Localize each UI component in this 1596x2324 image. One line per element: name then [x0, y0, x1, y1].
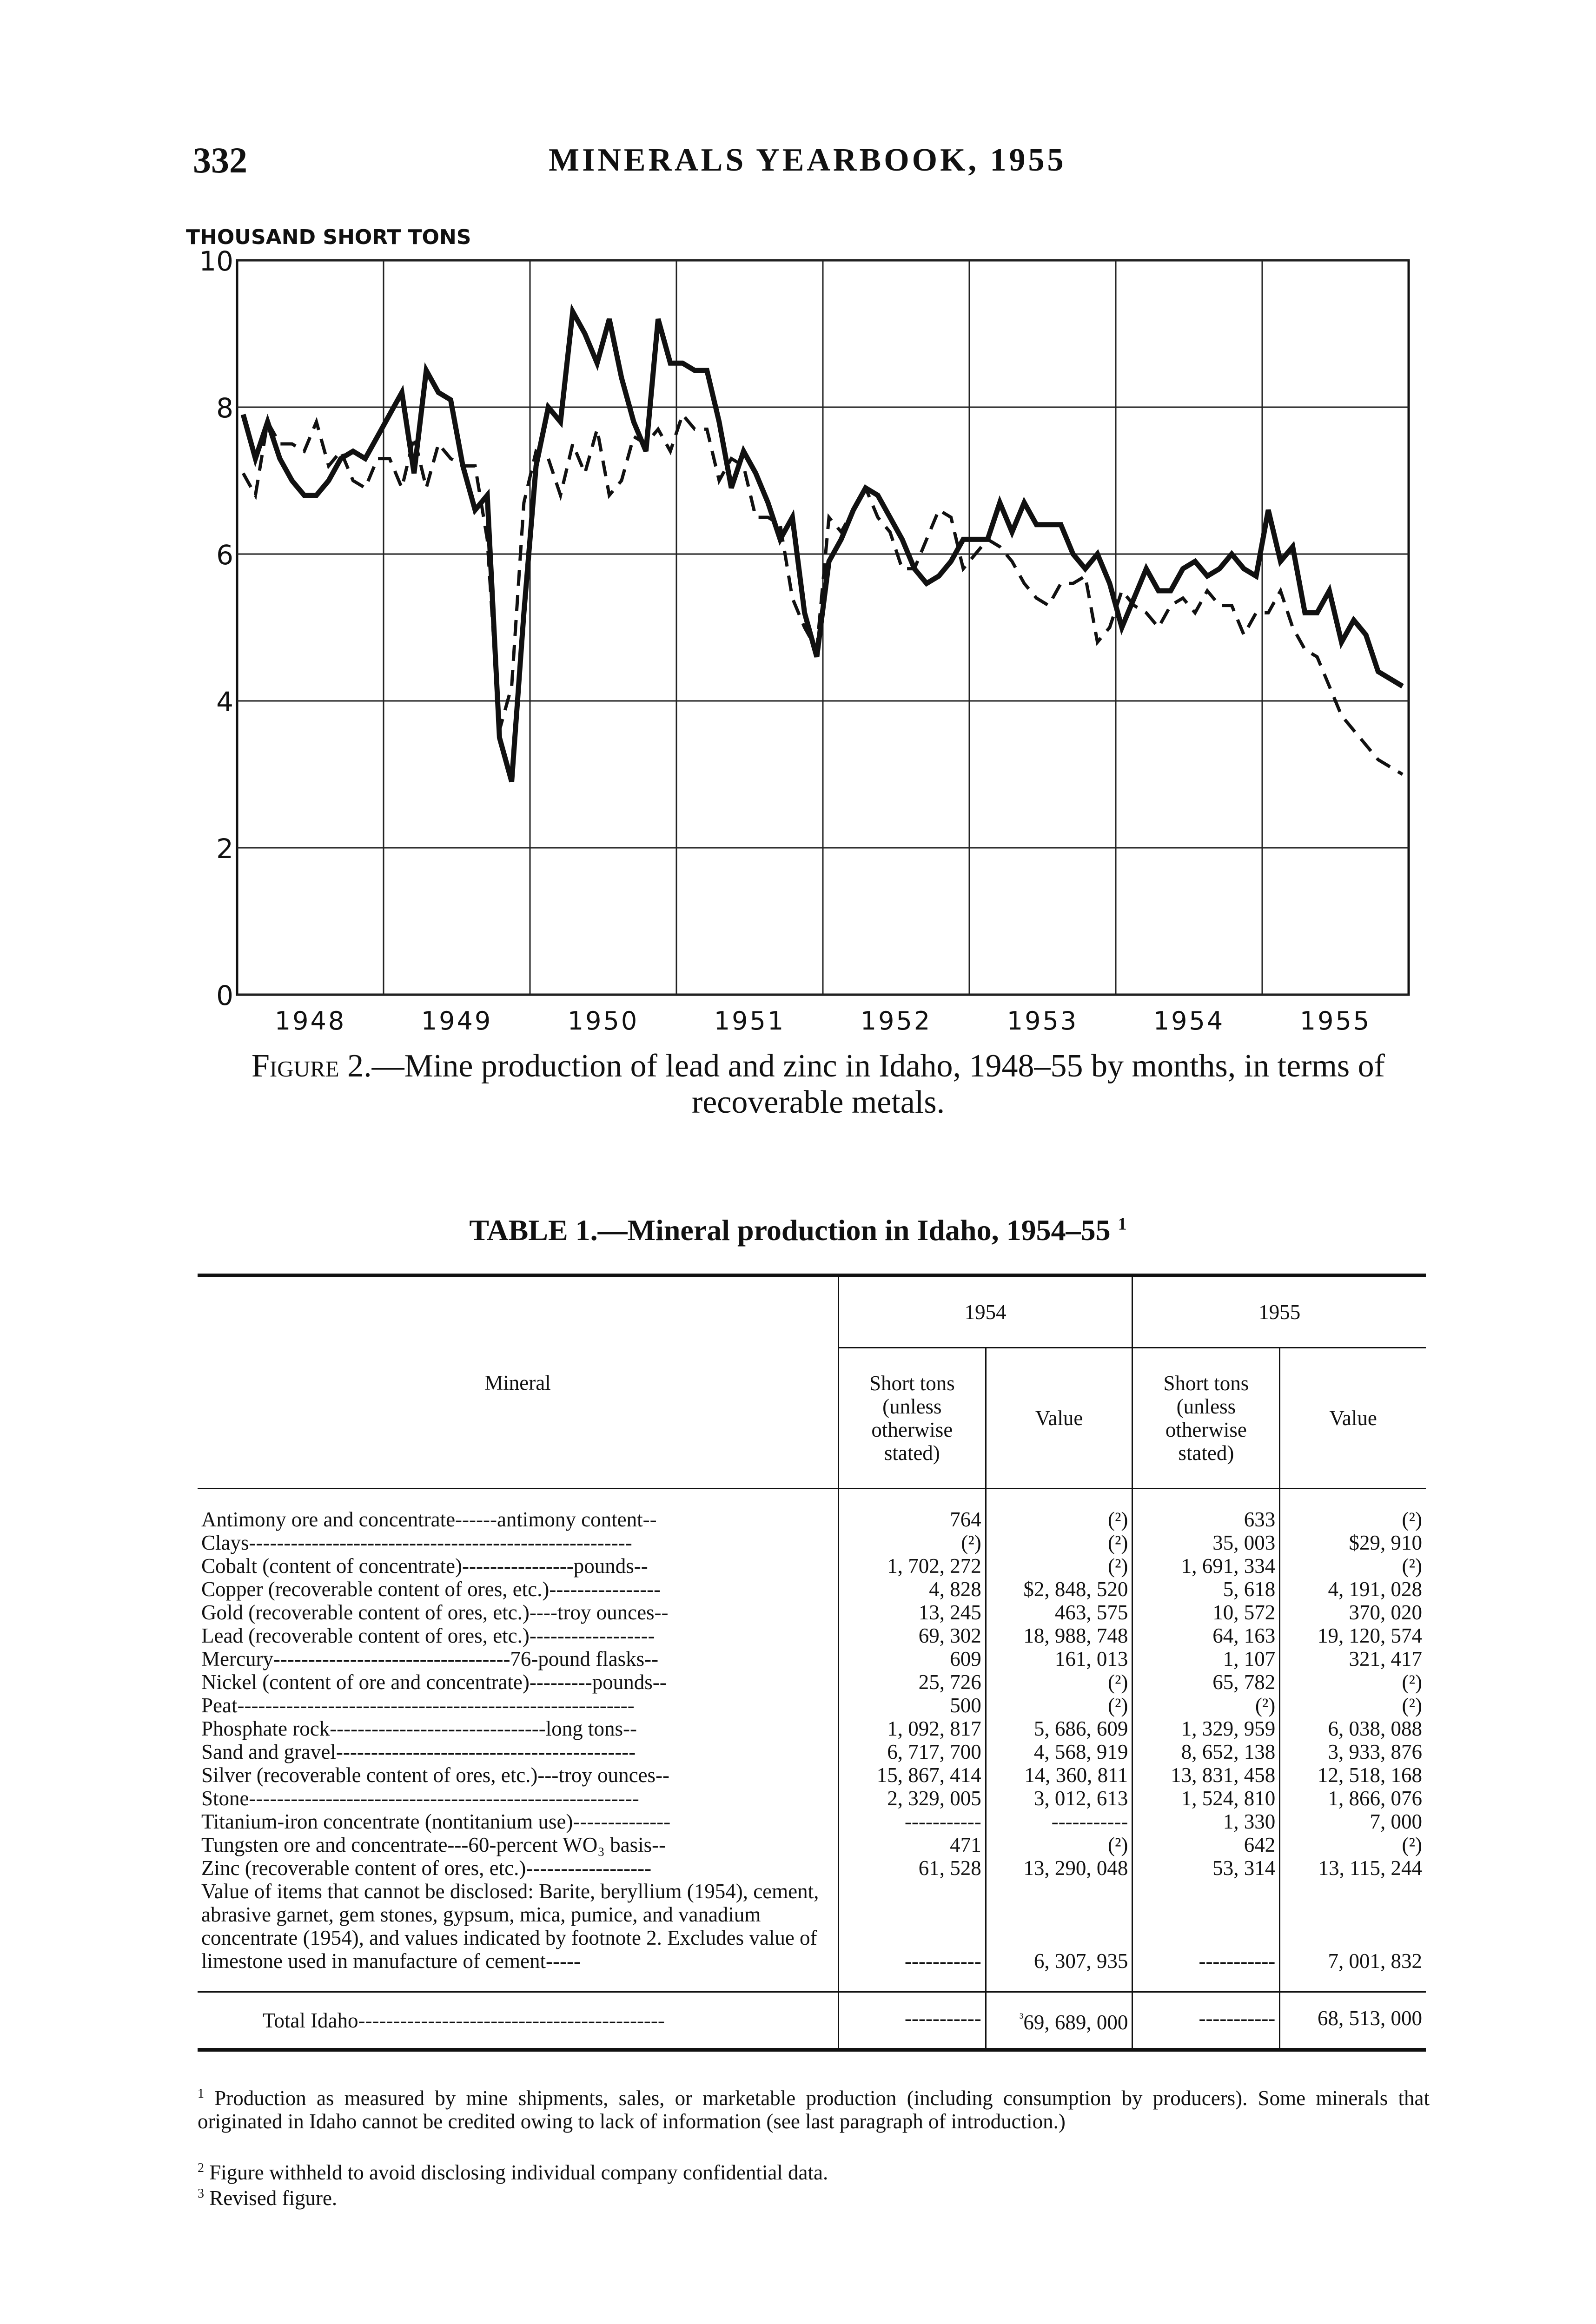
table-row: [198, 1670, 1426, 1694]
qty-1954: 1, 092, 817: [838, 1717, 986, 1740]
y-tick-label: 0: [216, 980, 233, 1011]
col-qty-1955: Short tons (unless otherwise stated): [1132, 1348, 1280, 1489]
mineral-name: Zinc (recoverable content of ores, etc.)------------------: [201, 1856, 652, 1880]
value-1955: 19, 120, 574: [1280, 1624, 1426, 1647]
mineral-name: Stone--------------------------------------------------------: [201, 1787, 639, 1810]
total-qty-1955: -----------: [1132, 1992, 1280, 2050]
qty-1954: 471: [838, 1833, 986, 1856]
y-tick-label: 6: [216, 539, 233, 571]
table-title: [0, 1213, 1596, 1248]
qty-1955: 10, 572: [1132, 1601, 1280, 1624]
figure-label: Figure 2.: [252, 1048, 372, 1084]
mineral-name: Phosphate rock-------------------------------long tons--: [201, 1717, 637, 1740]
page-number: 332: [193, 140, 247, 180]
table-row: [198, 1554, 1426, 1578]
table-row: [198, 1694, 1426, 1717]
mineral-name: Titanium-iron concentrate (nontitanium use)--------------: [201, 1810, 671, 1833]
table-row: [198, 1810, 1426, 1833]
x-tick-label: 1955: [1299, 1006, 1371, 1032]
value-1954: (²): [986, 1508, 1132, 1531]
value-1955: (²): [1280, 1670, 1426, 1694]
y-tick-label: 10: [199, 245, 233, 277]
x-tick-label: 1952: [860, 1006, 932, 1032]
qty-1954: 500: [838, 1694, 986, 1717]
value-1955: 370, 020: [1280, 1601, 1426, 1624]
qty-1955: -----------: [1132, 1880, 1280, 1973]
mineral-name: Clays-------------------------------------------------------: [201, 1531, 632, 1554]
value-1954: (²): [986, 1670, 1132, 1694]
mineral-name: Mercury----------------------------------76-pound flasks--: [201, 1647, 659, 1670]
value-1954: 14, 360, 811: [986, 1763, 1132, 1787]
value-1954: 3, 012, 613: [986, 1787, 1132, 1810]
value-1955: 13, 115, 244: [1280, 1856, 1426, 1880]
qty-1955: 5, 618: [1132, 1578, 1280, 1601]
value-1955: (²): [1280, 1833, 1426, 1856]
col-mineral: Mineral: [484, 1371, 551, 1394]
footnote-2: [198, 2157, 1430, 2184]
footnote-3: [198, 2182, 1430, 2210]
qty-1955: 1, 330: [1132, 1810, 1280, 1833]
qty-1955: 53, 314: [1132, 1856, 1280, 1880]
qty-1955: 1, 107: [1132, 1647, 1280, 1670]
mineral-name: Nickel (content of ore and concentrate)---------pounds--: [201, 1670, 667, 1694]
qty-1954: (²): [838, 1531, 986, 1554]
mineral-name: Antimony ore and concentrate------antimony content--: [201, 1508, 657, 1531]
mineral-name: Sand and gravel-------------------------------------------: [201, 1740, 636, 1763]
total-qty-1954: -----------: [838, 1992, 986, 2050]
value-1955: 7, 000: [1280, 1810, 1426, 1833]
mineral-name: Tungsten ore and concentrate---60-percent WO₃ basis--: [201, 1833, 666, 1856]
qty-1954: 61, 528: [838, 1856, 986, 1880]
table-title-note: 1: [1118, 1214, 1127, 1234]
value-1954: (²): [986, 1833, 1132, 1856]
y-tick-label: 4: [216, 686, 233, 718]
footnote-2-mark: 2: [198, 2161, 204, 2175]
qty-1954: 15, 867, 414: [838, 1763, 986, 1787]
table-row: [198, 1624, 1426, 1647]
qty-1954: 25, 726: [838, 1670, 986, 1694]
table-row: [198, 1880, 1426, 1973]
value-1955: (²): [1280, 1508, 1426, 1531]
x-tick-label: 1951: [714, 1006, 786, 1032]
x-tick-label: 1954: [1153, 1006, 1225, 1032]
value-1954: 5, 686, 609: [986, 1717, 1132, 1740]
table-row: [198, 1647, 1426, 1670]
value-1955: 1, 866, 076: [1280, 1787, 1426, 1810]
value-1955: 3, 933, 876: [1280, 1740, 1426, 1763]
qty-1955: 8, 652, 138: [1132, 1740, 1280, 1763]
footnote-3-text: Revised figure.: [209, 2186, 338, 2210]
table-row: [198, 1833, 1426, 1856]
total-value-1954-amount: 69, 689, 000: [1023, 2011, 1128, 2034]
footnote-1-mark: 1: [198, 2086, 204, 2101]
x-tick-label: 1950: [567, 1006, 639, 1032]
col-value-1955: Value: [1280, 1348, 1426, 1489]
value-1954: 6, 307, 935: [986, 1880, 1132, 1973]
table-row: [198, 1717, 1426, 1740]
mineral-name: Lead (recoverable content of ores, etc.)------------------: [201, 1624, 655, 1647]
qty-1955: 35, 003: [1132, 1531, 1280, 1554]
value-1955: (²): [1280, 1554, 1426, 1578]
table-title-text: TABLE 1.—Mineral production in Idaho, 1954–55: [469, 1214, 1111, 1247]
table-row: [198, 1740, 1426, 1763]
y-tick-label: 8: [216, 392, 233, 424]
lead-zinc-chart: [177, 223, 1432, 1032]
qty-1954: -----------: [838, 1810, 986, 1833]
qty-1954: 69, 302: [838, 1624, 986, 1647]
x-tick-label: 1948: [274, 1006, 346, 1032]
value-1954: 4, 568, 919: [986, 1740, 1132, 1763]
total-value-1954: [986, 1992, 1132, 2050]
value-1955: (²): [1280, 1694, 1426, 1717]
total-row: [198, 1992, 1426, 2050]
mineral-name: Copper (recoverable content of ores, etc.)----------------: [201, 1578, 661, 1601]
y-tick-label: 2: [216, 833, 233, 865]
qty-1955: 13, 831, 458: [1132, 1763, 1280, 1787]
footnote-1-text: Production as measured by mine shipments, sales, or marketable production (including consumption by producers). Some minerals that originated in Idaho cannot be credited owing to lack of information (see last paragraph of introduction.): [198, 2086, 1430, 2133]
qty-1954: 13, 245: [838, 1601, 986, 1624]
table-row: [198, 1578, 1426, 1601]
qty-1955: 1, 329, 959: [1132, 1717, 1280, 1740]
running-head: MINERALS YEARBOOK, 1955: [549, 142, 1066, 178]
qty-1954: 609: [838, 1647, 986, 1670]
qty-1954: 2, 329, 005: [838, 1787, 986, 1810]
table-row: [198, 1787, 1426, 1810]
value-1954: 13, 290, 048: [986, 1856, 1132, 1880]
value-1955: $29, 910: [1280, 1531, 1426, 1554]
footnote-1: [198, 2082, 1430, 2133]
qty-1955: 1, 524, 810: [1132, 1787, 1280, 1810]
value-1955: 4, 191, 028: [1280, 1578, 1426, 1601]
qty-1955: 64, 163: [1132, 1624, 1280, 1647]
qty-1955: 65, 782: [1132, 1670, 1280, 1694]
qty-1955: 1, 691, 334: [1132, 1554, 1280, 1578]
value-1954: (²): [986, 1554, 1132, 1578]
figure-caption: [202, 1048, 1434, 1121]
y-axis-label: THOUSAND SHORT TONS: [186, 225, 471, 249]
value-1955: 12, 518, 168: [1280, 1763, 1426, 1787]
value-1954: 18, 988, 748: [986, 1624, 1132, 1647]
footnote-3-mark: 3: [198, 2186, 204, 2201]
value-1954: 161, 013: [986, 1647, 1132, 1670]
x-tick-label: 1949: [421, 1006, 493, 1032]
qty-1954: 1, 702, 272: [838, 1554, 986, 1578]
year-1954-header: 1954: [838, 1275, 1132, 1348]
qty-1954: -----------: [838, 1880, 986, 1973]
footnote-2-text: Figure withheld to avoid disclosing individual company confidential data.: [209, 2161, 828, 2184]
value-1955: 7, 001, 832: [1280, 1880, 1426, 1973]
value-1955: 6, 038, 088: [1280, 1717, 1426, 1740]
mineral-name: Gold (recoverable content of ores, etc.)----troy ounces--: [201, 1601, 669, 1624]
table-row: [198, 1856, 1426, 1880]
x-tick-label: 1953: [1007, 1006, 1079, 1032]
total-value-1954-mark: ³: [1020, 2011, 1024, 2025]
year-1955-header: 1955: [1132, 1275, 1426, 1348]
table-row: [198, 1508, 1426, 1531]
qty-1954: 6, 717, 700: [838, 1740, 986, 1763]
value-1954: 463, 575: [986, 1601, 1132, 1624]
col-value-1954: Value: [986, 1348, 1132, 1489]
qty-1955: 633: [1132, 1508, 1280, 1531]
value-1954: (²): [986, 1531, 1132, 1554]
value-1954: -----------: [986, 1810, 1132, 1833]
table-row: [198, 1763, 1426, 1787]
table-row: [198, 1601, 1426, 1624]
mineral-name: Silver (recoverable content of ores, etc.)---troy ounces--: [201, 1763, 670, 1787]
mineral-name: Value of items that cannot be disclosed: Barite, beryllium (1954), cement, abrasive garnet, gem stones, gypsum, mica, pumice, and vanadium concentrate (1954), and values indicated by footnote 2. Excludes value of limestone used in manufacture of cement-----: [201, 1880, 819, 1973]
total-label: Total Idaho--------------------------------------------: [198, 1992, 838, 2050]
value-1954: (²): [986, 1694, 1132, 1717]
mineral-name: Cobalt (content of concentrate)----------------pounds--: [201, 1554, 648, 1578]
qty-1955: (²): [1132, 1694, 1280, 1717]
table-row: [198, 1531, 1426, 1554]
qty-1954: 4, 828: [838, 1578, 986, 1601]
qty-1954: 764: [838, 1508, 986, 1531]
mineral-production-table: [198, 1274, 1426, 2052]
mineral-name: Peat---------------------------------------------------------: [201, 1694, 635, 1717]
qty-1955: 642: [1132, 1833, 1280, 1856]
value-1955: 321, 417: [1280, 1647, 1426, 1670]
figure-caption-text: —Mine production of lead and zinc in Idaho, 1948–55 by months, in terms of recoverable metals.: [371, 1048, 1385, 1120]
value-1954: $2, 848, 520: [986, 1578, 1132, 1601]
col-qty-1954: Short tons (unless otherwise stated): [838, 1348, 986, 1489]
total-value-1955: 68, 513, 000: [1280, 1992, 1426, 2050]
